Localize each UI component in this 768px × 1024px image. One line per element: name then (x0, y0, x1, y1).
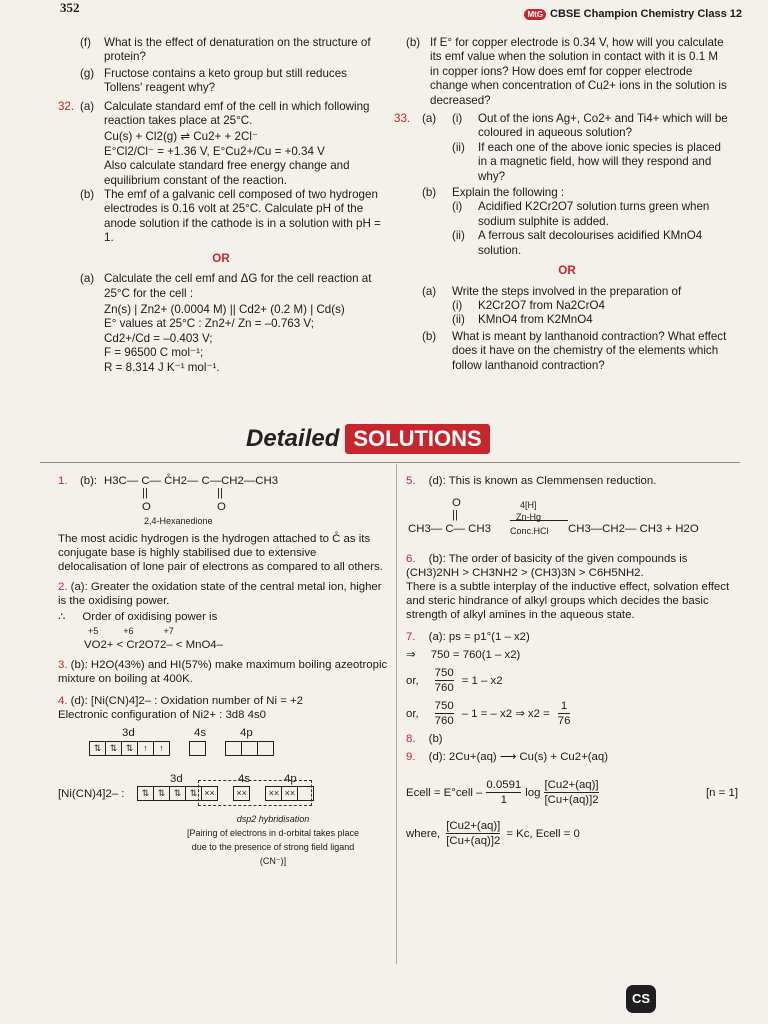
solution-text: There is a subtle interplay of the inductive effect, solvation effect and steric hindrance of alkyl groups which decides the basic strength of alkyl amines in the aqueous state. (406, 581, 730, 621)
or-label: or, (406, 674, 419, 687)
numerator: 750 (434, 700, 454, 712)
denominator: [Cu+(aq)]2 (446, 835, 501, 847)
orbital-box: ↑ (153, 741, 170, 756)
solution-number: 2. (58, 581, 68, 593)
orbital-label-4p: 4p (240, 727, 253, 739)
orbital-box: ↑ (137, 741, 154, 756)
orbital-label-3d: 3d (170, 773, 183, 785)
question-text: Calculate the cell emf and ΔG for the cell reaction at 25°C for the cell : (104, 272, 372, 300)
orbital-box: ⇅ (105, 741, 122, 756)
question-label: (b) (422, 186, 437, 200)
where-label: where, (406, 827, 441, 840)
question-number: 32. (58, 99, 75, 113)
sub-label: (i) (452, 200, 463, 214)
orbital-boxes (90, 741, 274, 756)
hybrid-orbitals-box (198, 780, 312, 806)
orbital-label-4s: 4s (194, 727, 207, 739)
fraction (435, 666, 454, 695)
scanner-logo: CS (626, 985, 656, 1013)
reagent: Zn-Hg (516, 512, 542, 522)
numerator: 750 (434, 667, 454, 679)
question-g (58, 67, 384, 96)
orbital-box (241, 741, 258, 756)
complex-formula: [Ni(CN)4]2– : (58, 788, 125, 800)
hybridisation-label: dsp2 hybridisation (236, 814, 310, 824)
sub-label: (ii) (452, 313, 465, 327)
log-label: log (525, 786, 541, 799)
cell-line: E° values at 25°C : Zn2+/ Zn = –0.763 V; (104, 317, 314, 331)
solution-4 (58, 694, 388, 708)
sub-question (452, 200, 728, 229)
order-line (58, 610, 388, 624)
solution-2 (58, 580, 388, 608)
solution-text: (b): H2O(43%) and HI(57%) make maximum boiling azeotropic mixture on boiling at 400K. (58, 659, 388, 685)
cell-line: Cd2+/Cd = –0.403 V; (104, 331, 213, 345)
question-32-alt (58, 272, 384, 301)
product: CH3—CH2— CH3 + H2O (568, 523, 699, 535)
orbital-label-3d: 3d (122, 727, 135, 739)
solution-6 (406, 552, 738, 566)
solution-text: (a): ps = p1°(1 – x2) (428, 631, 530, 643)
sub-text: K2Cr2O7 from Na2CrO4 (478, 298, 605, 312)
cell-line: Zn(s) | Zn2+ (0.0004 M) || Cd2+ (0.2 M) | Cd(s) (104, 302, 345, 316)
therefore-symbol: ∴ (58, 611, 66, 623)
solution-text: (b) (428, 733, 443, 745)
solution-5 (406, 474, 738, 488)
orbital-box: ⇅ (89, 741, 106, 756)
sub-text: Out of the ions Ag+, Co2+ and Ti4+ which will be coloured in aqueous solution? (478, 112, 728, 140)
sub-text: A ferrous salt decolourises acidified KMnO4 solution. (478, 229, 703, 257)
numerator: 0.0591 (486, 779, 522, 791)
orbital-box: ×× (233, 786, 250, 801)
solution-number: 3. (58, 659, 68, 671)
sub-question (452, 141, 728, 184)
solution-9 (406, 750, 738, 764)
orbital-box (257, 741, 274, 756)
reagent: 4[H] (520, 500, 537, 510)
solution-7 (406, 630, 738, 644)
question-f (58, 36, 384, 65)
solution-text: (d): 2Cu+(aq) ⟶ Cu(s) + Cu2+(aq) (428, 751, 609, 763)
structural-formula: H3C— C— C̊H2— C—CH2—CH3 (104, 475, 279, 487)
question-label: (b) (422, 329, 437, 343)
fraction (446, 819, 500, 848)
question-text: What is the effect of denaturation on the structure of protein? (104, 36, 371, 64)
oxygen-atom: O (452, 497, 461, 509)
or-divider: OR (558, 264, 576, 278)
solution-text: Electronic configuration of Ni2+ : 3d8 4s0 (58, 709, 267, 721)
implies-symbol: ⇒ (406, 649, 416, 661)
question-label: (a) (422, 112, 437, 126)
order-text: Order of oxidising power is (82, 611, 218, 623)
heading-word-detailed: Detailed (246, 425, 340, 452)
solutions-heading (246, 424, 490, 454)
ni-orbital-diagram (58, 726, 388, 760)
question-label: (a) (80, 272, 95, 286)
sub-label: (i) (452, 298, 463, 312)
question-label: (f) (80, 36, 91, 49)
numerator: [Cu2+(aq)] (544, 779, 599, 791)
question-label: (a) (422, 284, 437, 298)
solution-text: (a): Greater the oxidation state of the central metal ion, higher is the oxidising power. (58, 581, 382, 607)
column-divider (396, 464, 397, 964)
electron-count: [n = 1] (706, 786, 738, 799)
or-label: or, (406, 707, 419, 720)
orbital-box: ⇅ (137, 786, 154, 801)
brand-logo: MtG (524, 9, 546, 20)
question-32b (58, 188, 384, 246)
question-text: Fructose contains a keto group but still reduces Tollens' reagent why? (104, 66, 347, 95)
solutions-right (406, 474, 738, 848)
sub-label: (ii) (452, 229, 465, 243)
solution-number: 4. (58, 695, 68, 707)
question-text: If E° for copper electrode is 0.34 V, how will you calculate its emf value when the solution in contact with it is 0.1 M in copper ions? How does emf for copper electrode change when concentration of Cu2+ ions in the solution is decreased? (430, 36, 727, 107)
orbital-box: ⇅ (169, 786, 186, 801)
cell-line: F = 96500 C mol⁻¹; (104, 346, 204, 360)
compound-name: 2,4-Hexanedione (144, 516, 213, 526)
right-questions (394, 36, 728, 375)
orbital-box: ×× (265, 786, 282, 801)
question-number: 33. (394, 112, 411, 126)
equation: = 1 – x2 (461, 674, 503, 687)
sub-label: (ii) (452, 140, 465, 154)
orbital-box (225, 741, 242, 756)
orbital-box: ⇅ (185, 786, 202, 801)
solution-3 (58, 658, 388, 686)
numerator: 1 (558, 699, 571, 714)
question-text: Also calculate standard free energy change and equilibrium constant of the reaction. (104, 159, 350, 187)
sub-text: If each one of the above ionic species is placed in a magnetic field, how will they respond and why? (478, 140, 721, 183)
equation: 750 = 760(1 – x2) (430, 649, 521, 661)
question-label: (g) (80, 66, 95, 80)
page-number: 352 (60, 0, 80, 15)
question-32a (58, 100, 384, 129)
question-text: Calculate standard emf of the cell in which following reaction takes place at 25°C. (104, 99, 370, 128)
question-33b (406, 186, 728, 258)
reaction-arrow (510, 520, 568, 521)
solution-number: 1. (58, 475, 68, 487)
fraction (486, 778, 521, 807)
equation: – 1 = – x2 ⇒ x2 = (461, 707, 550, 720)
sub-question (452, 313, 728, 327)
question-text: What is meant by lanthanoid contraction? What effect does it have on the chemistry of the elements which follow lanthanoid contraction? (452, 329, 727, 372)
orbital-box: ⇅ (153, 786, 170, 801)
or-divider: OR (212, 251, 230, 265)
sub-question (452, 112, 728, 141)
double-bond: || (142, 487, 148, 499)
standard-potentials: E°Cl2/Cl⁻ = +1.36 V, E°Cu2+/Cu = +0.34 V (104, 144, 325, 158)
question-32b-right (406, 36, 728, 108)
brand-title: CBSE Champion Chemistry Class 12 (550, 8, 742, 20)
oxygen-atom: O (217, 501, 226, 513)
denominator: 1 (500, 794, 508, 806)
nernst-equation (406, 778, 738, 807)
solution-number: 8. (406, 733, 416, 745)
brand-header (524, 8, 742, 20)
pairing-note: [Pairing of electrons in d-orbital takes place due to the presence of strong field ligand (CN⁻)] (186, 828, 360, 866)
sub-question (452, 229, 728, 258)
equation-line (406, 648, 738, 662)
where-line (406, 819, 738, 848)
complex-orbital-diagram (58, 772, 388, 812)
solution-number: 7. (406, 631, 416, 643)
equation-line (406, 699, 738, 728)
solution-answer: (b): (80, 475, 98, 487)
orbital-label-4p: 4p (284, 773, 297, 785)
orbital-box: ×× (281, 786, 298, 801)
question-label: (b) (80, 188, 95, 202)
question-33-alt-b (406, 330, 728, 373)
cell-line: R = 8.314 J K⁻¹ mol⁻¹. (104, 360, 220, 374)
equation: Ecell = E°cell – (406, 786, 483, 799)
question-label: (a) (80, 99, 95, 113)
solution-text: (d): [Ni(CN)4]2– : Oxidation number of Ni = +2 (70, 695, 304, 707)
fraction (435, 699, 454, 728)
numerator: [Cu2+(aq)] (446, 820, 501, 832)
solution-number: 6. (406, 553, 416, 565)
equation: Cu(s) + Cl2(g) ⇌ Cu2+ + 2Cl⁻ (104, 130, 259, 144)
orbital-label-4s: 4s (238, 773, 251, 785)
orbital-box (189, 741, 206, 756)
clemmensen-equation (406, 494, 738, 552)
sub-text: Acidified K2Cr2O7 solution turns green when sodium sulphite is added. (478, 200, 710, 228)
denominator: 760 (434, 682, 454, 694)
orbital-box: ⇅ (121, 741, 138, 756)
solution-number: 5. (406, 475, 416, 487)
heading-rule (40, 462, 740, 463)
question-text: Explain the following : (452, 186, 565, 200)
reactant: CH3— C— CH3 (408, 523, 491, 535)
denominator: [Cu+(aq)]2 (544, 794, 599, 806)
oxidation-states: +5 +6 +7 (88, 626, 174, 636)
solution-1 (58, 474, 388, 532)
equation-line (406, 666, 738, 695)
question-label: (b) (406, 36, 421, 49)
oxidising-order: VO2+ < Cr2O72– < MnO4– (84, 639, 223, 651)
question-33-alt-a (406, 285, 728, 328)
equation: = Kc, Ecell = 0 (506, 827, 580, 840)
orbital-box: ×× (201, 786, 218, 801)
question-text: Write the steps involved in the preparation of (452, 284, 682, 298)
solutions-left (58, 474, 388, 868)
question-text: The emf of a galvanic cell composed of two hydrogen electrodes is 0.16 volt at 25°C. Calculate pH of the anode solution if the cathode is in a solution with pH = 1. (104, 188, 381, 245)
solution-number: 9. (406, 751, 416, 763)
solution-8 (406, 732, 738, 746)
double-bond: || (452, 509, 458, 521)
reagent: Conc.HCl (510, 526, 549, 536)
solution-text: (d): This is known as Clemmensen reduction. (428, 475, 657, 487)
denominator: 760 (434, 715, 454, 727)
heading-word-solutions: SOLUTIONS (345, 424, 489, 454)
double-bond: || (217, 487, 223, 499)
left-questions (58, 36, 384, 375)
sub-label: (i) (452, 112, 463, 126)
solution-1-text: The most acidic hydrogen is the hydrogen attached to C̊ as its conjugate base is highly stabilised due to extensive delocalisation of lone pair of electrons as compared to all others. (58, 533, 383, 573)
basicity-order: (CH3)2NH > CH3NH2 > (CH3)3N > C6H5NH2. (406, 567, 644, 579)
sub-text: KMnO4 from K2MnO4 (478, 313, 593, 327)
fraction (558, 699, 571, 728)
solution-text: (b): The order of basicity of the given compounds is (428, 553, 688, 565)
denominator: 76 (557, 715, 571, 727)
sub-question (452, 299, 728, 313)
fraction (544, 778, 598, 807)
oxygen-atom: O (142, 501, 151, 513)
question-33a (394, 112, 728, 184)
